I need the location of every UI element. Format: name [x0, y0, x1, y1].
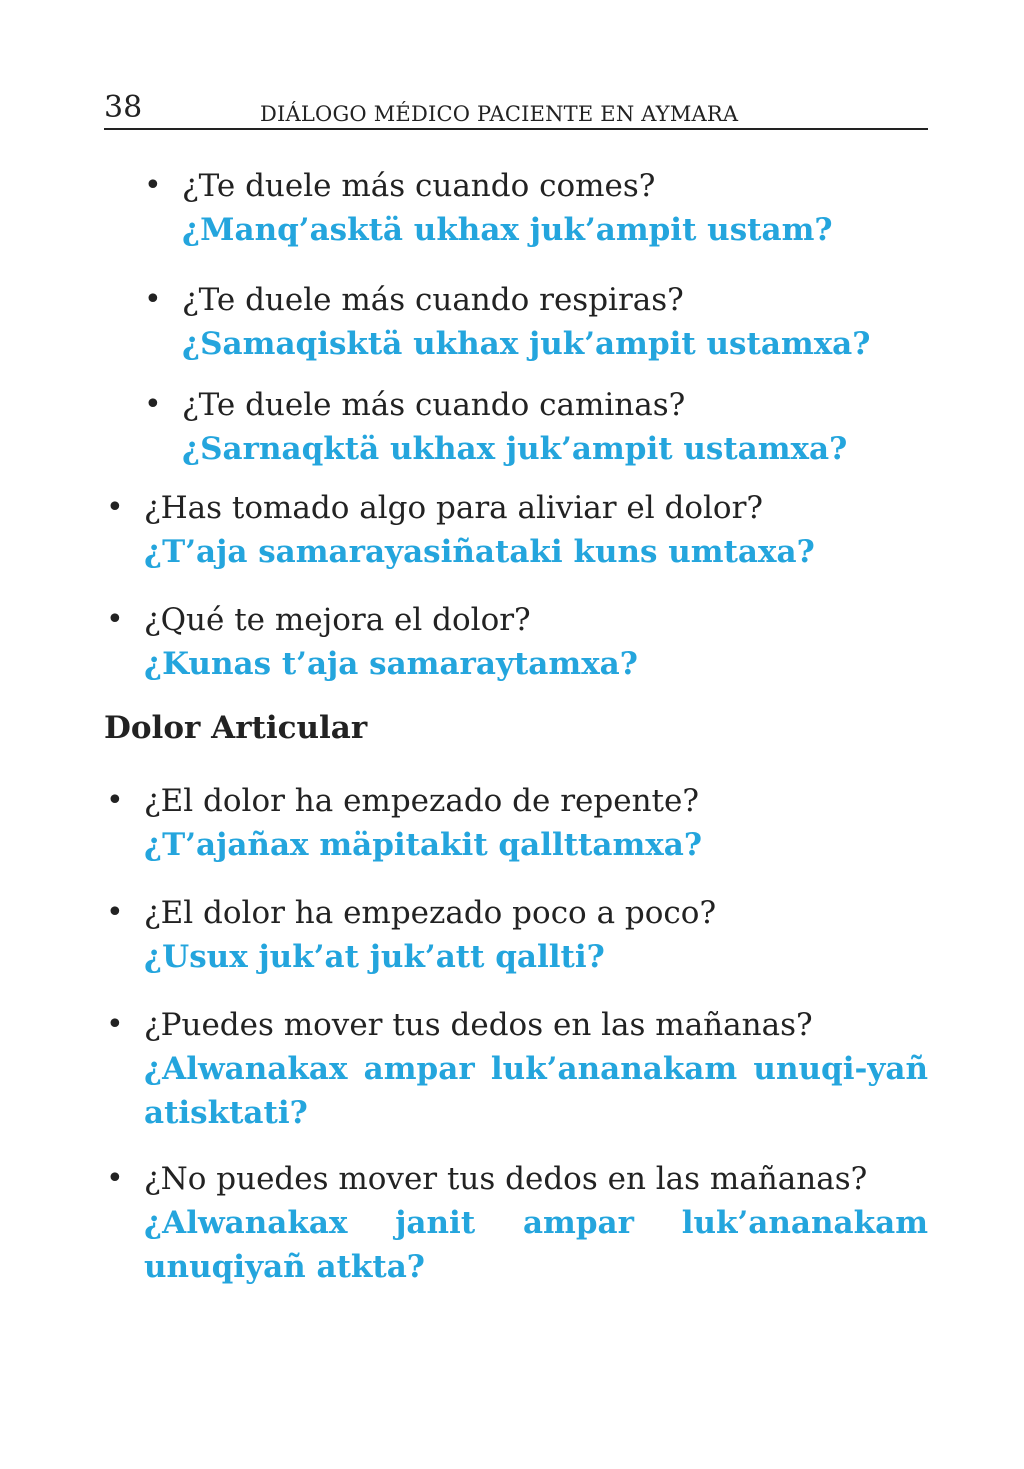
bullet-icon: •	[106, 602, 124, 637]
aymara-translation: ¿Kunas t’aja samaraytamxa?	[144, 646, 638, 682]
item-text	[144, 598, 638, 686]
spanish-question: ¿El dolor ha empezado de repente?	[144, 783, 699, 819]
bullet-icon: •	[144, 387, 162, 422]
spanish-question: ¿Te duele más cuando comes?	[182, 168, 656, 204]
item-text	[182, 383, 847, 471]
aymara-translation: ¿T’ajañax mäpitakit qallttamxa?	[144, 827, 702, 863]
aymara-translation: ¿Manq’asktä ukhax juk’ampit ustam?	[182, 212, 833, 248]
spanish-question: ¿El dolor ha empezado poco a poco?	[144, 895, 717, 931]
item-text	[182, 278, 870, 366]
bullet-icon: •	[106, 783, 124, 818]
bullet-icon: •	[106, 895, 124, 930]
aymara-translation: ¿Alwanakax ampar luk’ananakam unuqi-yañ atisktati?	[144, 1051, 928, 1131]
bullet-icon: •	[106, 1007, 124, 1042]
spanish-question: ¿Qué te mejora el dolor?	[144, 602, 531, 638]
spanish-question: ¿Te duele más cuando caminas?	[182, 387, 686, 423]
item-text	[144, 779, 702, 867]
bullet-icon: •	[144, 282, 162, 317]
item-text	[144, 486, 815, 574]
item-text	[144, 1003, 928, 1135]
aymara-translation: ¿T’aja samarayasiñataki kuns umtaxa?	[144, 534, 815, 570]
item-text	[144, 891, 716, 979]
section-heading: Dolor Articular	[104, 710, 368, 746]
aymara-translation: ¿Sarnaqktä ukhax juk’ampit ustamxa?	[182, 431, 848, 467]
item-text	[144, 1157, 928, 1289]
spanish-question: ¿Puedes mover tus dedos en las mañanas?	[144, 1007, 813, 1043]
aymara-translation: ¿Alwanakax janit ampar luk’ananakam unuqiyañ atkta?	[144, 1205, 928, 1285]
bullet-icon: •	[106, 1161, 124, 1196]
aymara-translation: ¿Samaqisktä ukhax juk’ampit ustamxa?	[182, 326, 871, 362]
bullet-icon: •	[106, 490, 124, 525]
item-text	[182, 164, 833, 252]
page-number: 38	[104, 90, 143, 125]
spanish-question: ¿Has tomado algo para aliviar el dolor?	[144, 490, 764, 526]
spanish-question: ¿Te duele más cuando respiras?	[182, 282, 684, 318]
spanish-question: ¿No puedes mover tus dedos en las mañanas?	[144, 1161, 868, 1197]
running-title: DIÁLOGO MÉDICO PACIENTE EN AYMARA	[260, 102, 739, 126]
page-header	[104, 90, 928, 130]
bullet-icon: •	[144, 168, 162, 203]
aymara-translation: ¿Usux juk’at juk’att qallti?	[144, 939, 605, 975]
